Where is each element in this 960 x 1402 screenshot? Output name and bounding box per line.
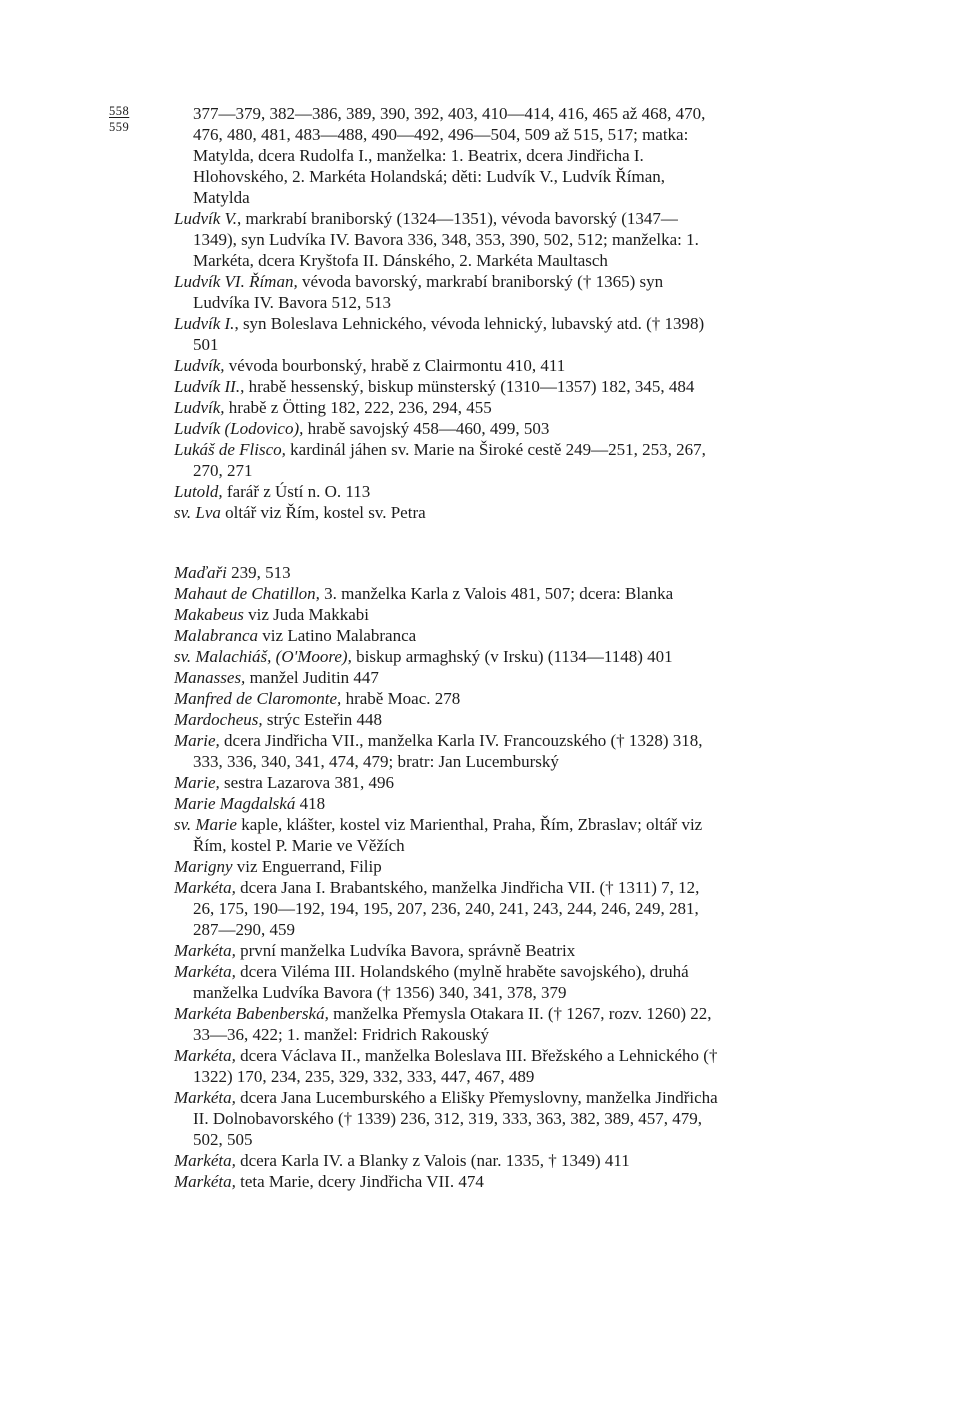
index-entry: Ludvík II., hrabě hessenský, biskup münsterský (1310—1357) 182, 345, 484: [174, 377, 695, 396]
index-entry: Manasses, manžel Juditin 447: [174, 668, 379, 687]
index-entry: Markéta Babenberská, manželka Přemysla Otakara II. († 1267, rozv. 1260) 22, 33—36, 422; 1. manžel: Fridrich Rakouský: [174, 1004, 712, 1044]
index-column: [174, 103, 720, 1192]
index-entry: Marie, dcera Jindřicha VII., manželka Karla IV. Francouzského († 1328) 318, 333, 336, 340, 341, 474, 479; bratr: Jan Lucemburský: [174, 731, 703, 771]
index-entry: Ludvík V., markrabí braniborský (1324—1351), vévoda bavorský (1347—1349), syn Ludvíka IV. Bavora 336, 348, 353, 390, 502, 512; manželka: 1. Markéta, dcera Kryštofa II. Dánského, 2. Markéta Maultasch: [174, 209, 699, 270]
index-entry: Markéta, teta Marie, dcery Jindřicha VII. 474: [174, 1172, 484, 1191]
index-entry: Markéta, dcera Jana Lucemburského a Elišky Přemyslovny, manželka Jindřicha II. Dolnobavorského († 1339) 236, 312, 319, 333, 363, 382, 389, 457, 479, 502, 505: [174, 1088, 718, 1149]
index-entry: Marie Magdalská 418: [174, 794, 326, 813]
index-section-l: [174, 103, 720, 523]
index-entry: Ludvík (Lodovico), hrabě savojský 458—460, 499, 503: [174, 419, 550, 438]
index-entry: Markéta, dcera Viléma III. Holandského (mylně hraběte savojského), druhá manželka Ludvíka Bavora († 1356) 340, 341, 378, 379: [174, 962, 689, 1002]
index-entry: Makabeus viz Juda Makkabi: [174, 605, 369, 624]
index-entry: Ludvík, vévoda bourbonský, hrabě z Clairmontu 410, 411: [174, 356, 566, 375]
index-entry: Ludvík, hrabě z Ötting 182, 222, 236, 294, 455: [174, 398, 492, 417]
index-entry: Marigny viz Enguerrand, Filip: [174, 857, 382, 876]
index-entry: Markéta, dcera Václava II., manželka Boleslava III. Břežského a Lehnického († 1322) 170, 234, 235, 329, 332, 333, 447, 467, 489: [174, 1046, 718, 1086]
index-entry: Malabranca viz Latino Malabranca: [174, 626, 417, 645]
index-section-m: [174, 562, 720, 1192]
index-entry: Lukáš de Flisco, kardinál jáhen sv. Marie na Široké cestě 249—251, 253, 267, 270, 271: [174, 440, 706, 480]
index-entry: Mahaut de Chatillon, 3. manželka Karla z Valois 481, 507; dcera: Blanka: [174, 584, 674, 603]
index-entry: Markéta, dcera Jana I. Brabantského, manželka Jindřicha VII. († 1311) 7, 12, 26, 175, 190—192, 194, 195, 207, 236, 240, 241, 243, 244, 246, 249, 281, 287—290, 459: [174, 878, 700, 939]
page-number-left: 558: [109, 104, 130, 118]
index-entry: Mardocheus, strýc Esteřin 448: [174, 710, 383, 729]
index-entry: Maďaři 239, 513: [174, 563, 291, 582]
index-entry: sv. Lva oltář viz Řím, kostel sv. Petra: [174, 503, 426, 522]
index-entry: Lutold, farář z Ústí n. O. 113: [174, 482, 371, 501]
section-gap: [174, 523, 720, 562]
index-entry: Ludvík VI. Říman, vévoda bavorský, markrabí braniborský († 1365) syn Ludvíka IV. Bavora 512, 513: [174, 272, 664, 312]
index-entry: Markéta, dcera Karla IV. a Blanky z Valois (nar. 1335, † 1349) 411: [174, 1151, 630, 1170]
index-entry: Markéta, první manželka Ludvíka Bavora, správně Beatrix: [174, 941, 576, 960]
index-entry: sv. Marie kaple, klášter, kostel viz Marienthal, Praha, Řím, Zbraslav; oltář viz Řím, kostel P. Marie ve Věžích: [174, 815, 703, 855]
page-number-right: 559: [109, 120, 130, 134]
index-entry: sv. Malachiáš, (O'Moore), biskup armaghský (v Irsku) (1134—1148) 401: [174, 647, 673, 666]
page-numbers: [109, 103, 129, 135]
index-entry: 377—379, 382—386, 389, 390, 392, 403, 410—414, 416, 465 až 468, 470, 476, 480, 481, 483—488, 490—492, 496—504, 509 až 515, 517; matka: Matylda, dcera Rudolfa I., manželka: 1. Beatrix, dcera Jindřicha I. Hlohovského, 2. Markéta Holandská; děti: Ludvík V., Ludvík Říman, Matylda: [193, 104, 706, 207]
index-entry: Marie, sestra Lazarova 381, 496: [174, 773, 394, 792]
index-entry: Manfred de Claromonte, hrabě Moac. 278: [174, 689, 461, 708]
index-entry: Ludvík I., syn Boleslava Lehnického, vévoda lehnický, lubavský atd. († 1398) 501: [174, 314, 705, 354]
